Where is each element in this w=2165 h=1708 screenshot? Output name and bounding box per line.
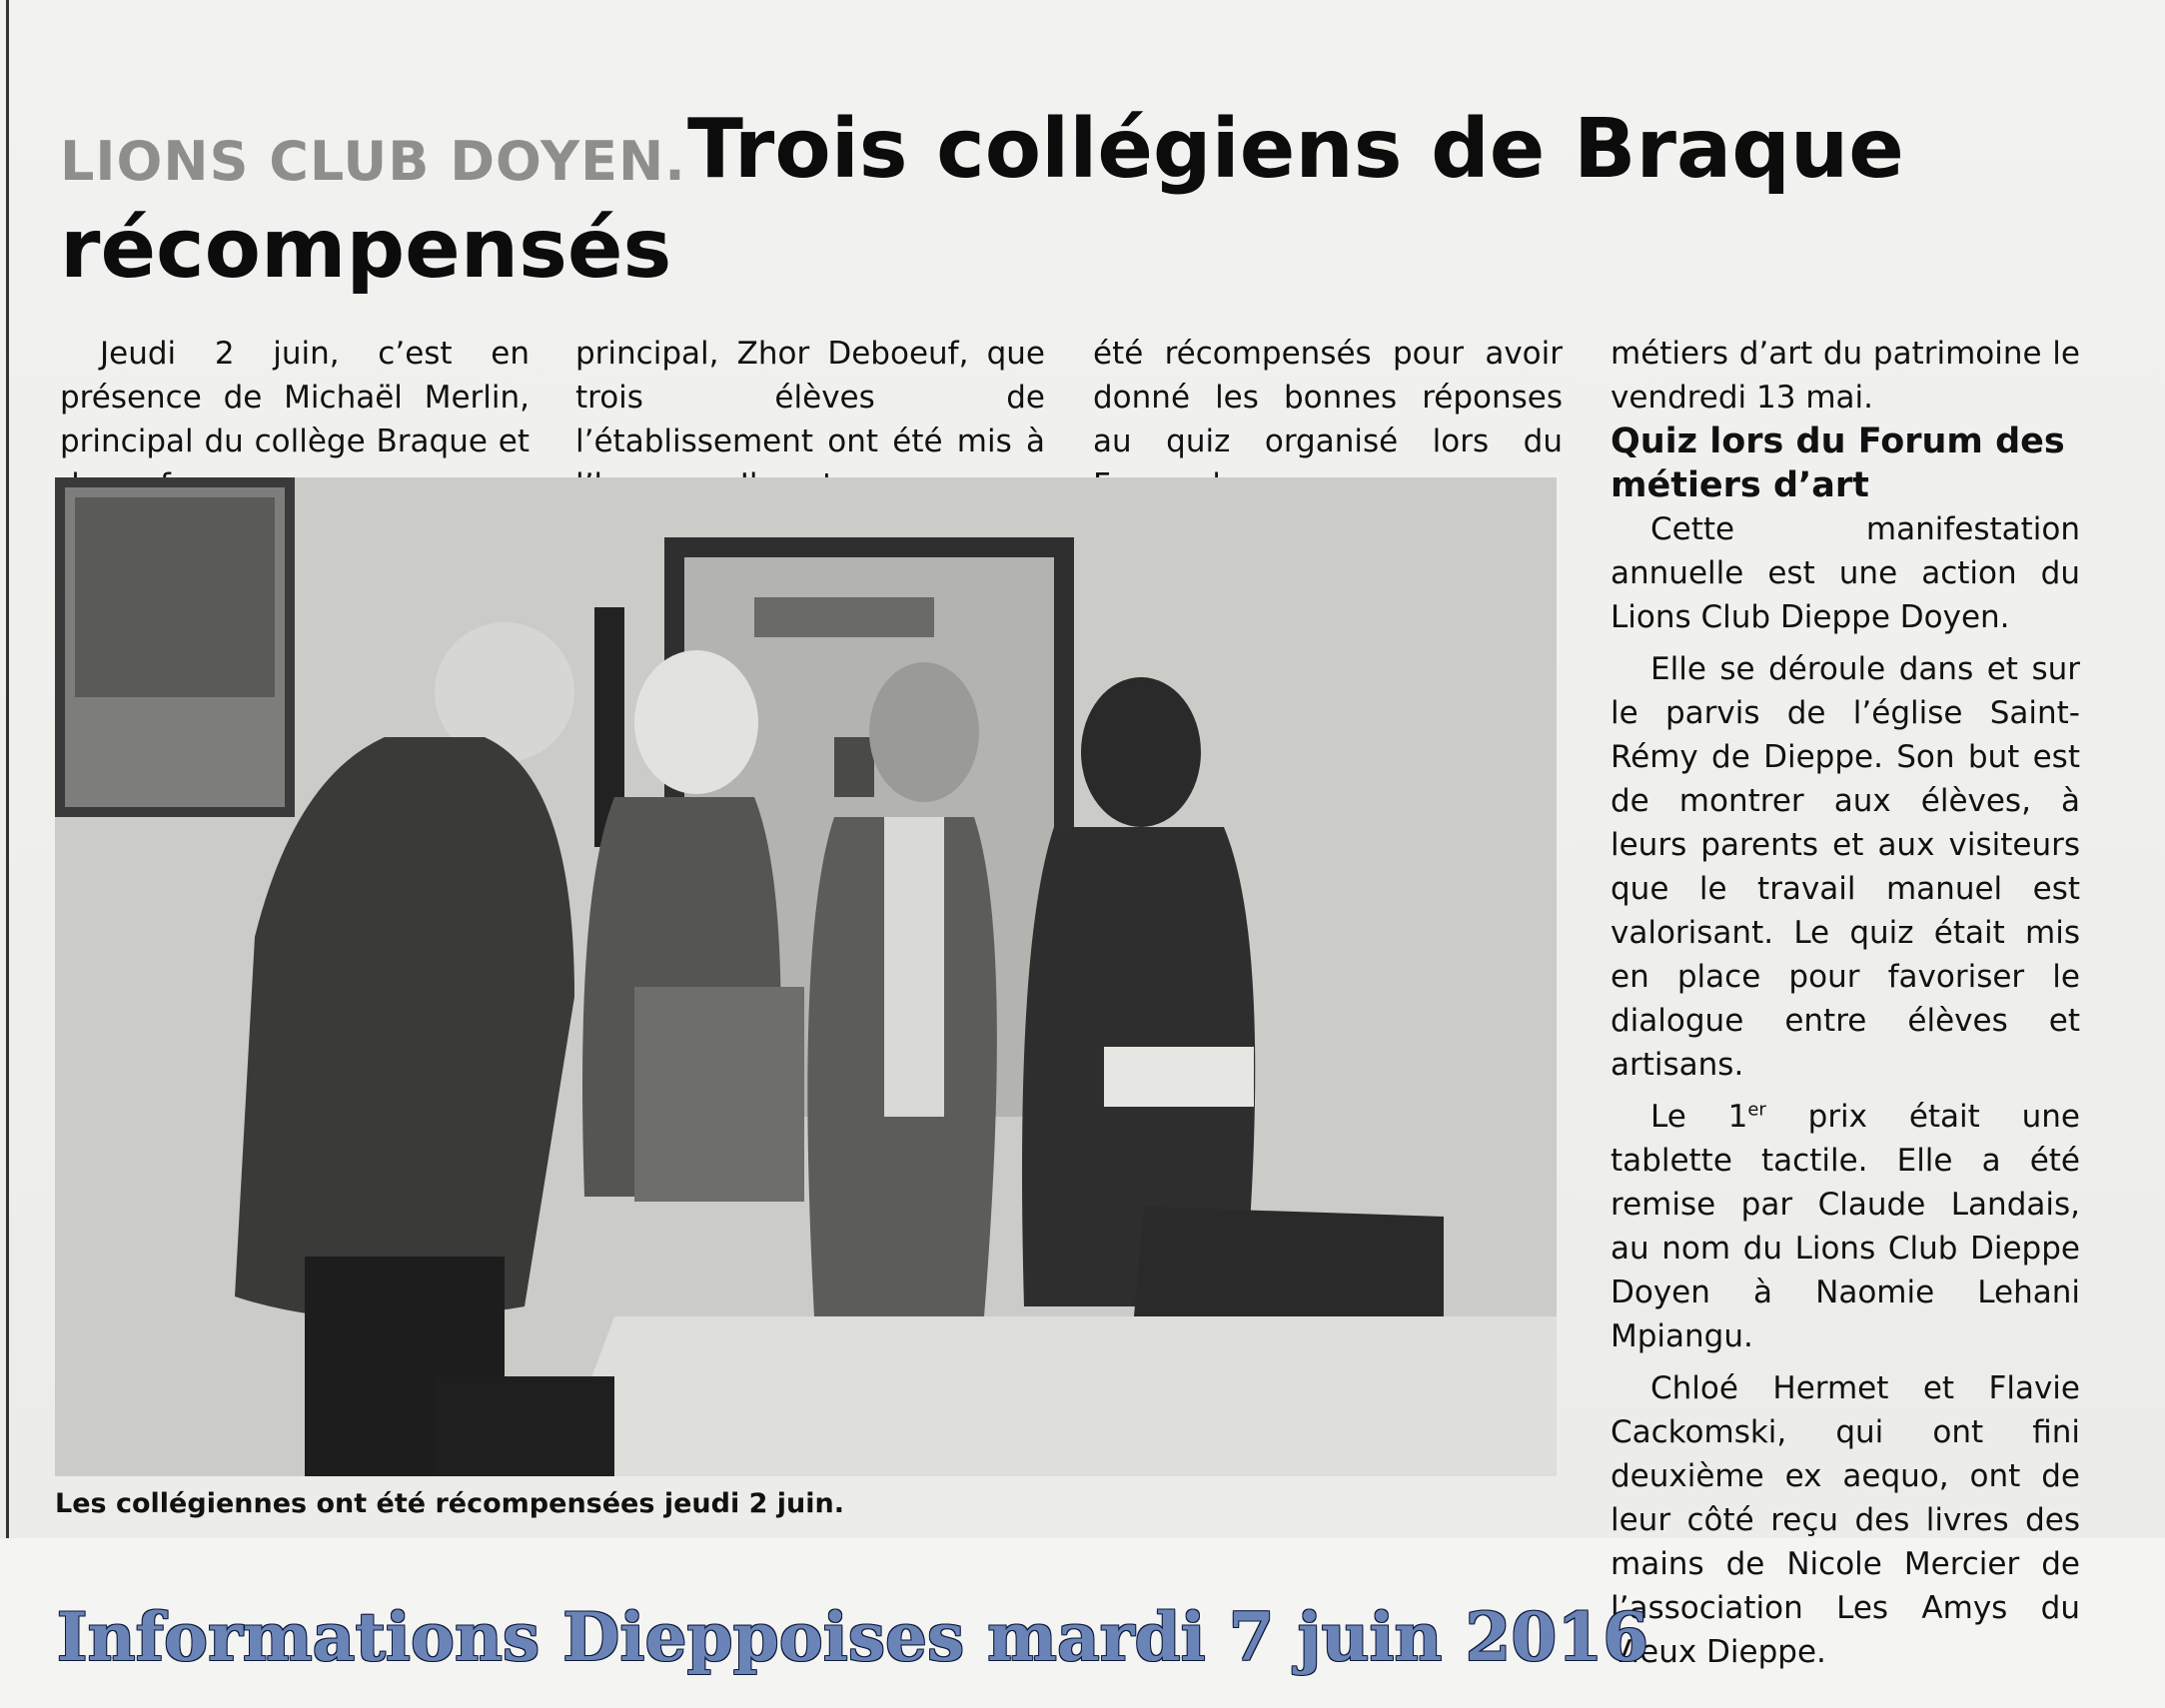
- footer-text: Informations Dieppoises mardi 7 juin 2016: [56, 1598, 1649, 1676]
- paragraph-manifestation: Cette manifestation annuelle est une action du Lions Club Dieppe Doyen.: [1611, 511, 2080, 635]
- article-photo: [55, 477, 1557, 1476]
- chair: [1134, 1207, 1444, 1316]
- person-2-head: [634, 650, 758, 794]
- column-1-text: Jeudi 2 juin, c’est en présence de Michaël Merlin, principal du collège Braque et: [60, 336, 530, 459]
- paragraph-forum: Elle se déroule dans et sur le parvis de l’église Saint-Rémy de Dieppe. Son but est de montrer aux élèves, à leurs parents et aux visiteurs que le travail manuel est valorisant. Le quiz était mis en place pour favoriser le dialogue entre élèves et artisans.: [1611, 651, 2080, 1083]
- column-2-text: principal, Zhor Deboeuf, que trois élèves de l’établissement ont été mis à: [575, 336, 1045, 459]
- headline-text: Trois collégiens de Braque récompensés: [60, 102, 1904, 297]
- column-rule: [6, 0, 9, 1538]
- first-prize-ordinal: Le 1: [1650, 1099, 1748, 1135]
- column-4-intro: métiers d’art du patrimoine le vendredi 13 mai.: [1611, 336, 2080, 416]
- article-subhead: Quiz lors du Forum des métiers d’art: [1611, 422, 2065, 505]
- ordinal-superscript: er: [1747, 1099, 1766, 1121]
- paragraph-first-prize: [1611, 1095, 2080, 1358]
- book: [1104, 1047, 1254, 1107]
- person-3-head: [869, 662, 979, 802]
- photo-caption: Les collégiennes ont été récompensées jeudi 2 juin.: [55, 1488, 845, 1519]
- article-headline: [60, 100, 2078, 300]
- column-3-text: été récompensés pour avoir donné les bonnes réponses au quiz organisé lors du: [1093, 336, 1563, 459]
- paragraph-second-prize: Chloé Hermet et Flavie Cackomski, qui ont fini deuxième ex aequo, ont de leur côté reçu des livres des mains de Nicole Mercier de l’association Les Amys du Vieux Dieppe.: [1611, 1370, 2080, 1670]
- article-kicker: LIONS CLUB DOYEN.: [60, 130, 686, 193]
- gift-bag: [634, 987, 804, 1202]
- column-4: [1611, 332, 2080, 1674]
- photo-illustration: [55, 477, 1557, 1476]
- person-4-head: [1081, 677, 1201, 827]
- first-prize-text: prix était une tablette tactile. Elle a été remise par Claude Landais, au nom du Lions Club Dieppe Doyen à Naomie Lehani Mpiangu.: [1611, 1099, 2080, 1354]
- source-footer: [0, 1598, 2165, 1676]
- table: [554, 1316, 1557, 1476]
